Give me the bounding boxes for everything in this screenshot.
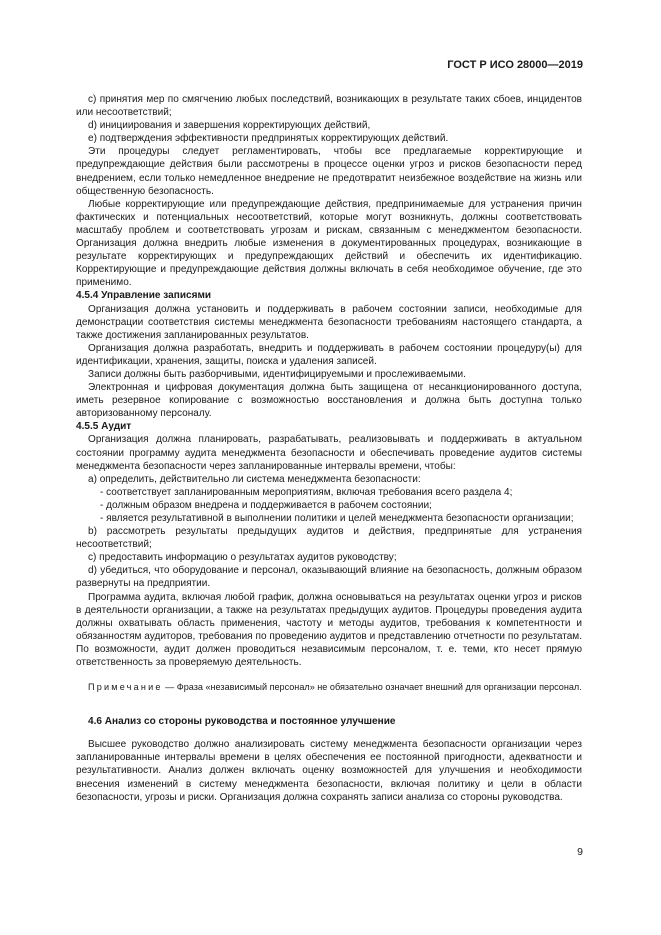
subsection-heading-4-5-4: 4.5.4 Управление записями <box>76 290 212 302</box>
dash-item <box>76 486 582 499</box>
note-label: Примечание <box>88 682 163 693</box>
list-item-d: d) инициирования и завершения корректирующих действий, <box>88 120 371 132</box>
list-item-b: b) рассмотреть результаты предыдущих аудитов и действия, предпринятые для устранения несоответствий; <box>76 526 582 551</box>
list-item-c: c) принятия мер по смягчению любых последствий, возникающих в результате таких сбоев, инцидентов или несоответствий; <box>76 94 582 119</box>
paragraph: Организация должна планировать, разрабатывать, реализовывать и поддерживать в актуальном состоянии программу аудита менеджмента безопасности и обеспечивать проведение аудитов системы менеджмента безопасности через запланированные интервалы времени, чтобы: <box>76 434 582 472</box>
paragraph: Высшее руководство должно анализировать систему менеджмента безопасности организации через запланированные интервалы времени в целях обеспечения ее постоянной пригодности, адекватности и результативности. Анализ должен включать оценку возможностей для улучшения и необходимости внесения изменений в систему менеджмента безопасности, включая политику и цели в области безопасности, угрозы и риски. Организация должна сохранять записи анализа со стороны руководства. <box>76 739 582 803</box>
paragraph: Записи должны быть разборчивыми, идентифицируемыми и прослеживаемыми. <box>88 368 466 380</box>
paragraph: Программа аудита, включая любой график, должна основываться на результатах оценки угроз и рисков в деятельности организации, а также на результатах предыдущих аудитов. Процедуры проведения аудита должны охватывать область применения, частоту и методы аудитов, требования к компетентности и обязанностям аудиторов, требования по проведению аудитов и представлению отчетности по результатам. По возможности, аудит должен проводиться независимым персоналом, т. е. теми, кто несет прямую ответственность за проверяемую деятельность. <box>76 591 582 669</box>
paragraph: Любые корректирующие или предупреждающие действия, предпринимаемые для устранения причин фактических и потенциальных несоответствий, которые могут возникнуть, должны соответствовать масштабу проблем и соответствовать угрозам и рискам, связанным с менеджментом безопасности. Организация должна внедрить любые изменения в документированных процедурах, возникающие в результате корректирующих и предупреждающих действий и обеспечить их идентификацию. Корректирующие и предупреждающие действия должны включать в себя необходимое обучение, где это применимо. <box>76 198 582 289</box>
list-item-d2: d) убедиться, что оборудование и персонал, оказывающий влияние на безопасность, должным образом развернуты на предприятии. <box>76 565 582 590</box>
paragraph: Эти процедуры следует регламентировать, чтобы все предлагаемые корректирующие и предупреждающие действия были рассмотрены в процессе оценки угроз и рисков безопасности перед внедрением, если только немедленное внедрение не предотвратит неизбежное воздействие на жизнь или общественную безопасность. <box>76 146 582 197</box>
list-item-a: a) определить, действительно ли система менеджмента безопасности: <box>88 473 421 485</box>
dash-item-text: - соответствует запланированным мероприятиям, включая требования всего раздела 4; <box>100 486 513 498</box>
paragraph: Организация должна разработать, внедрить и поддерживать в рабочем состоянии процедуру(ы) для идентификации, хранения, защиты, поиска и удаления записей. <box>76 342 582 367</box>
document-body <box>76 93 582 804</box>
page-number: 9 <box>577 846 583 858</box>
subsection-heading-4-5-5: 4.5.5 Аудит <box>76 421 132 433</box>
note <box>76 681 582 693</box>
dash-item: - должным образом внедрена и поддерживается в рабочем состоянии; <box>100 499 432 511</box>
list-item-c2: c) предоставить информацию о результатах аудитов руководству; <box>88 552 397 564</box>
list-item-e: e) подтверждения эффективности предпринятых корректирующих действий. <box>88 133 449 145</box>
dash-item: - является результативной в выполнении политики и целей менеджмента безопасности организации; <box>100 513 574 524</box>
section-heading-4-6: 4.6 Анализ со стороны руководства и постоянное улучшение <box>88 716 396 728</box>
paragraph: Организация должна установить и поддерживать в рабочем состоянии записи, необходимые для демонстрации соответствия системы менеджмента безопасности требованиям настоящего стандарта, а также достижения запланированных результатов. <box>76 303 582 341</box>
note-text: — Фраза «независимый персонал» не обязательно означает внешний для организации персонал. <box>162 682 582 693</box>
document-header: ГОСТ Р ИСО 28000—2019 <box>447 59 583 71</box>
paragraph: Электронная и цифровая документация должна быть защищена от несанкционированного доступа, иметь резервное копирование с возможностью восстановления и должна быть доступна только авторизованному персоналу. <box>76 382 582 420</box>
